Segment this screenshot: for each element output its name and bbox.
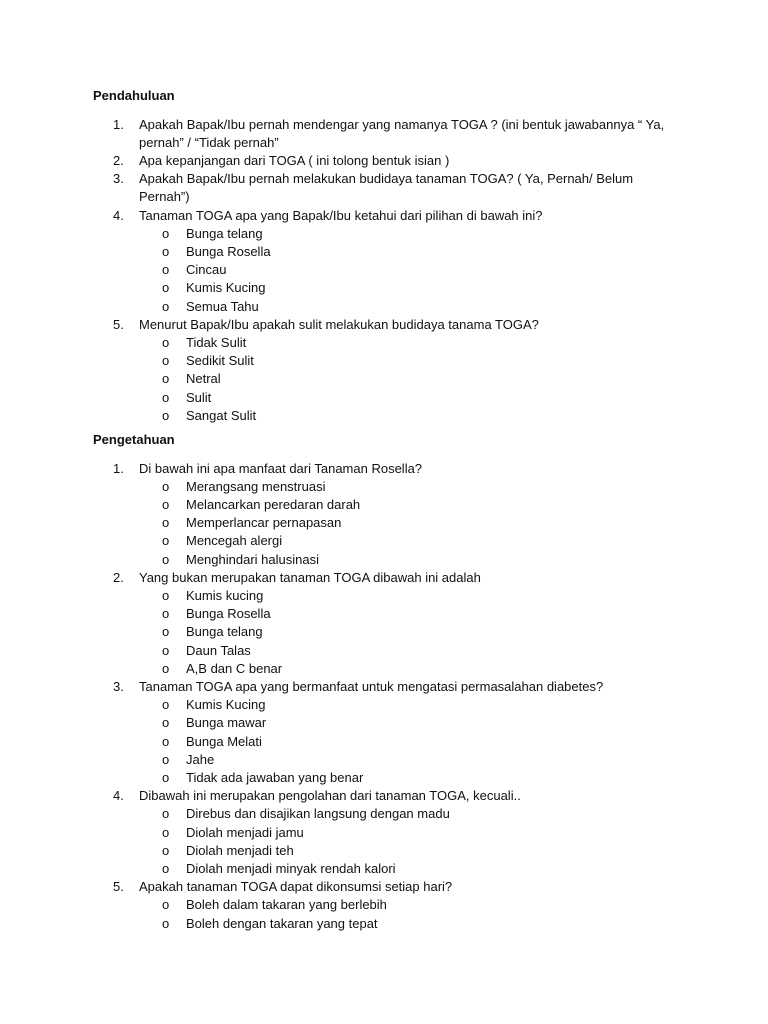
- option-text: Daun Talas: [186, 642, 251, 658]
- option-text: Sangat Sulit: [186, 407, 257, 423]
- bullet-marker: o: [162, 496, 170, 512]
- bullet-marker: o: [162, 715, 170, 731]
- section-heading: Pengetahuan: [93, 432, 175, 447]
- option-text: Bunga mawar: [186, 715, 267, 731]
- option-text: Merangsang menstruasi: [186, 478, 326, 494]
- option-text: Direbus dan disajikan langsung dengan madu: [186, 806, 450, 822]
- question-text: Dibawah ini merupakan pengolahan dari tanaman TOGA, kecuali..: [139, 788, 521, 804]
- bullet-marker: o: [162, 769, 170, 785]
- bullet-marker: o: [162, 915, 170, 931]
- question-number: 3.: [113, 171, 124, 187]
- question-text: Apakah Bapak/Ibu pernah melakukan budidaya tanaman TOGA? ( Ya, Pernah/ Belum Pernah”): [139, 171, 634, 205]
- bullet-marker: o: [162, 624, 170, 640]
- option-text: Sulit: [186, 389, 212, 405]
- option-text: Bunga Melati: [186, 733, 262, 749]
- section-heading: Pendahuluan: [93, 88, 175, 103]
- bullet-marker: o: [162, 478, 170, 494]
- bullet-marker: o: [162, 551, 170, 567]
- question-number: 5.: [113, 879, 124, 895]
- bullet-marker: o: [162, 225, 170, 241]
- question-text: Apa kepanjangan dari TOGA ( ini tolong bentuk isian ): [139, 152, 450, 168]
- option-text: Melancarkan peredaran darah: [186, 496, 361, 512]
- option-text: Boleh dalam takaran yang berlebih: [186, 897, 387, 913]
- option-text: Kumis kucing: [186, 587, 264, 603]
- question-text: Tanaman TOGA apa yang Bapak/Ibu ketahui dari pilihan di bawah ini?: [139, 207, 543, 223]
- question-text: Apakah Bapak/Ibu pernah mendengar yang namanya TOGA ? (ini bentuk jawabannya “ Ya, pernah” / “Tidak pernah”: [139, 116, 665, 150]
- option-text: Bunga Rosella: [186, 606, 271, 622]
- question-number: 3.: [113, 678, 124, 694]
- option-text: Diolah menjadi minyak rendah kalori: [186, 860, 396, 876]
- option-text: Semua Tahu: [186, 298, 259, 314]
- bullet-marker: o: [162, 587, 170, 603]
- question-text: Yang bukan merupakan tanaman TOGA dibawah ini adalah: [139, 569, 481, 585]
- bullet-marker: o: [162, 642, 170, 658]
- option-text: Jahe: [186, 751, 215, 767]
- question-number: 1.: [113, 116, 124, 132]
- option-text: Kumis Kucing: [186, 697, 266, 713]
- question-text: Menurut Bapak/Ibu apakah sulit melakukan budidaya tanama TOGA?: [139, 316, 539, 332]
- bullet-marker: o: [162, 806, 170, 822]
- option-text: Tidak ada jawaban yang benar: [186, 769, 364, 785]
- bullet-marker: o: [162, 515, 170, 531]
- bullet-marker: o: [162, 407, 170, 423]
- question-number: 5.: [113, 316, 124, 332]
- option-text: Bunga telang: [186, 624, 263, 640]
- option-text: Netral: [186, 371, 221, 387]
- bullet-marker: o: [162, 298, 170, 314]
- option-text: A,B dan C benar: [186, 660, 283, 676]
- option-text: Mencegah alergi: [186, 533, 283, 549]
- bullet-marker: o: [162, 697, 170, 713]
- question-number: 2.: [113, 569, 124, 585]
- bullet-marker: o: [162, 842, 170, 858]
- bullet-marker: o: [162, 389, 170, 405]
- option-text: Diolah menjadi jamu: [186, 824, 304, 840]
- question-text: Tanaman TOGA apa yang bermanfaat untuk mengatasi permasalahan diabetes?: [139, 678, 604, 694]
- bullet-marker: o: [162, 860, 170, 876]
- bullet-marker: o: [162, 262, 170, 278]
- question-number: 4.: [113, 207, 124, 223]
- bullet-marker: o: [162, 280, 170, 296]
- option-text: Cincau: [186, 262, 227, 278]
- bullet-marker: o: [162, 606, 170, 622]
- bullet-marker: o: [162, 660, 170, 676]
- option-text: Memperlancar pernapasan: [186, 515, 342, 531]
- question-number: 4.: [113, 788, 124, 804]
- option-text: Bunga Rosella: [186, 243, 271, 259]
- option-text: Sedikit Sulit: [186, 353, 254, 369]
- bullet-marker: o: [162, 733, 170, 749]
- question-text: Apakah tanaman TOGA dapat dikonsumsi setiap hari?: [139, 879, 453, 895]
- bullet-marker: o: [162, 243, 170, 259]
- bullet-marker: o: [162, 334, 170, 350]
- question-number: 2.: [113, 152, 124, 168]
- bullet-marker: o: [162, 897, 170, 913]
- option-text: Tidak Sulit: [186, 334, 247, 350]
- option-text: Boleh dengan takaran yang tepat: [186, 915, 378, 931]
- bullet-marker: o: [162, 751, 170, 767]
- bullet-marker: o: [162, 371, 170, 387]
- option-text: Kumis Kucing: [186, 280, 266, 296]
- option-text: Diolah menjadi teh: [186, 842, 294, 858]
- question-text: Di bawah ini apa manfaat dari Tanaman Rosella?: [139, 460, 423, 476]
- option-text: Bunga telang: [186, 225, 263, 241]
- question-number: 1.: [113, 460, 124, 476]
- bullet-marker: o: [162, 824, 170, 840]
- option-text: Menghindari halusinasi: [186, 551, 319, 567]
- bullet-marker: o: [162, 533, 170, 549]
- bullet-marker: o: [162, 353, 170, 369]
